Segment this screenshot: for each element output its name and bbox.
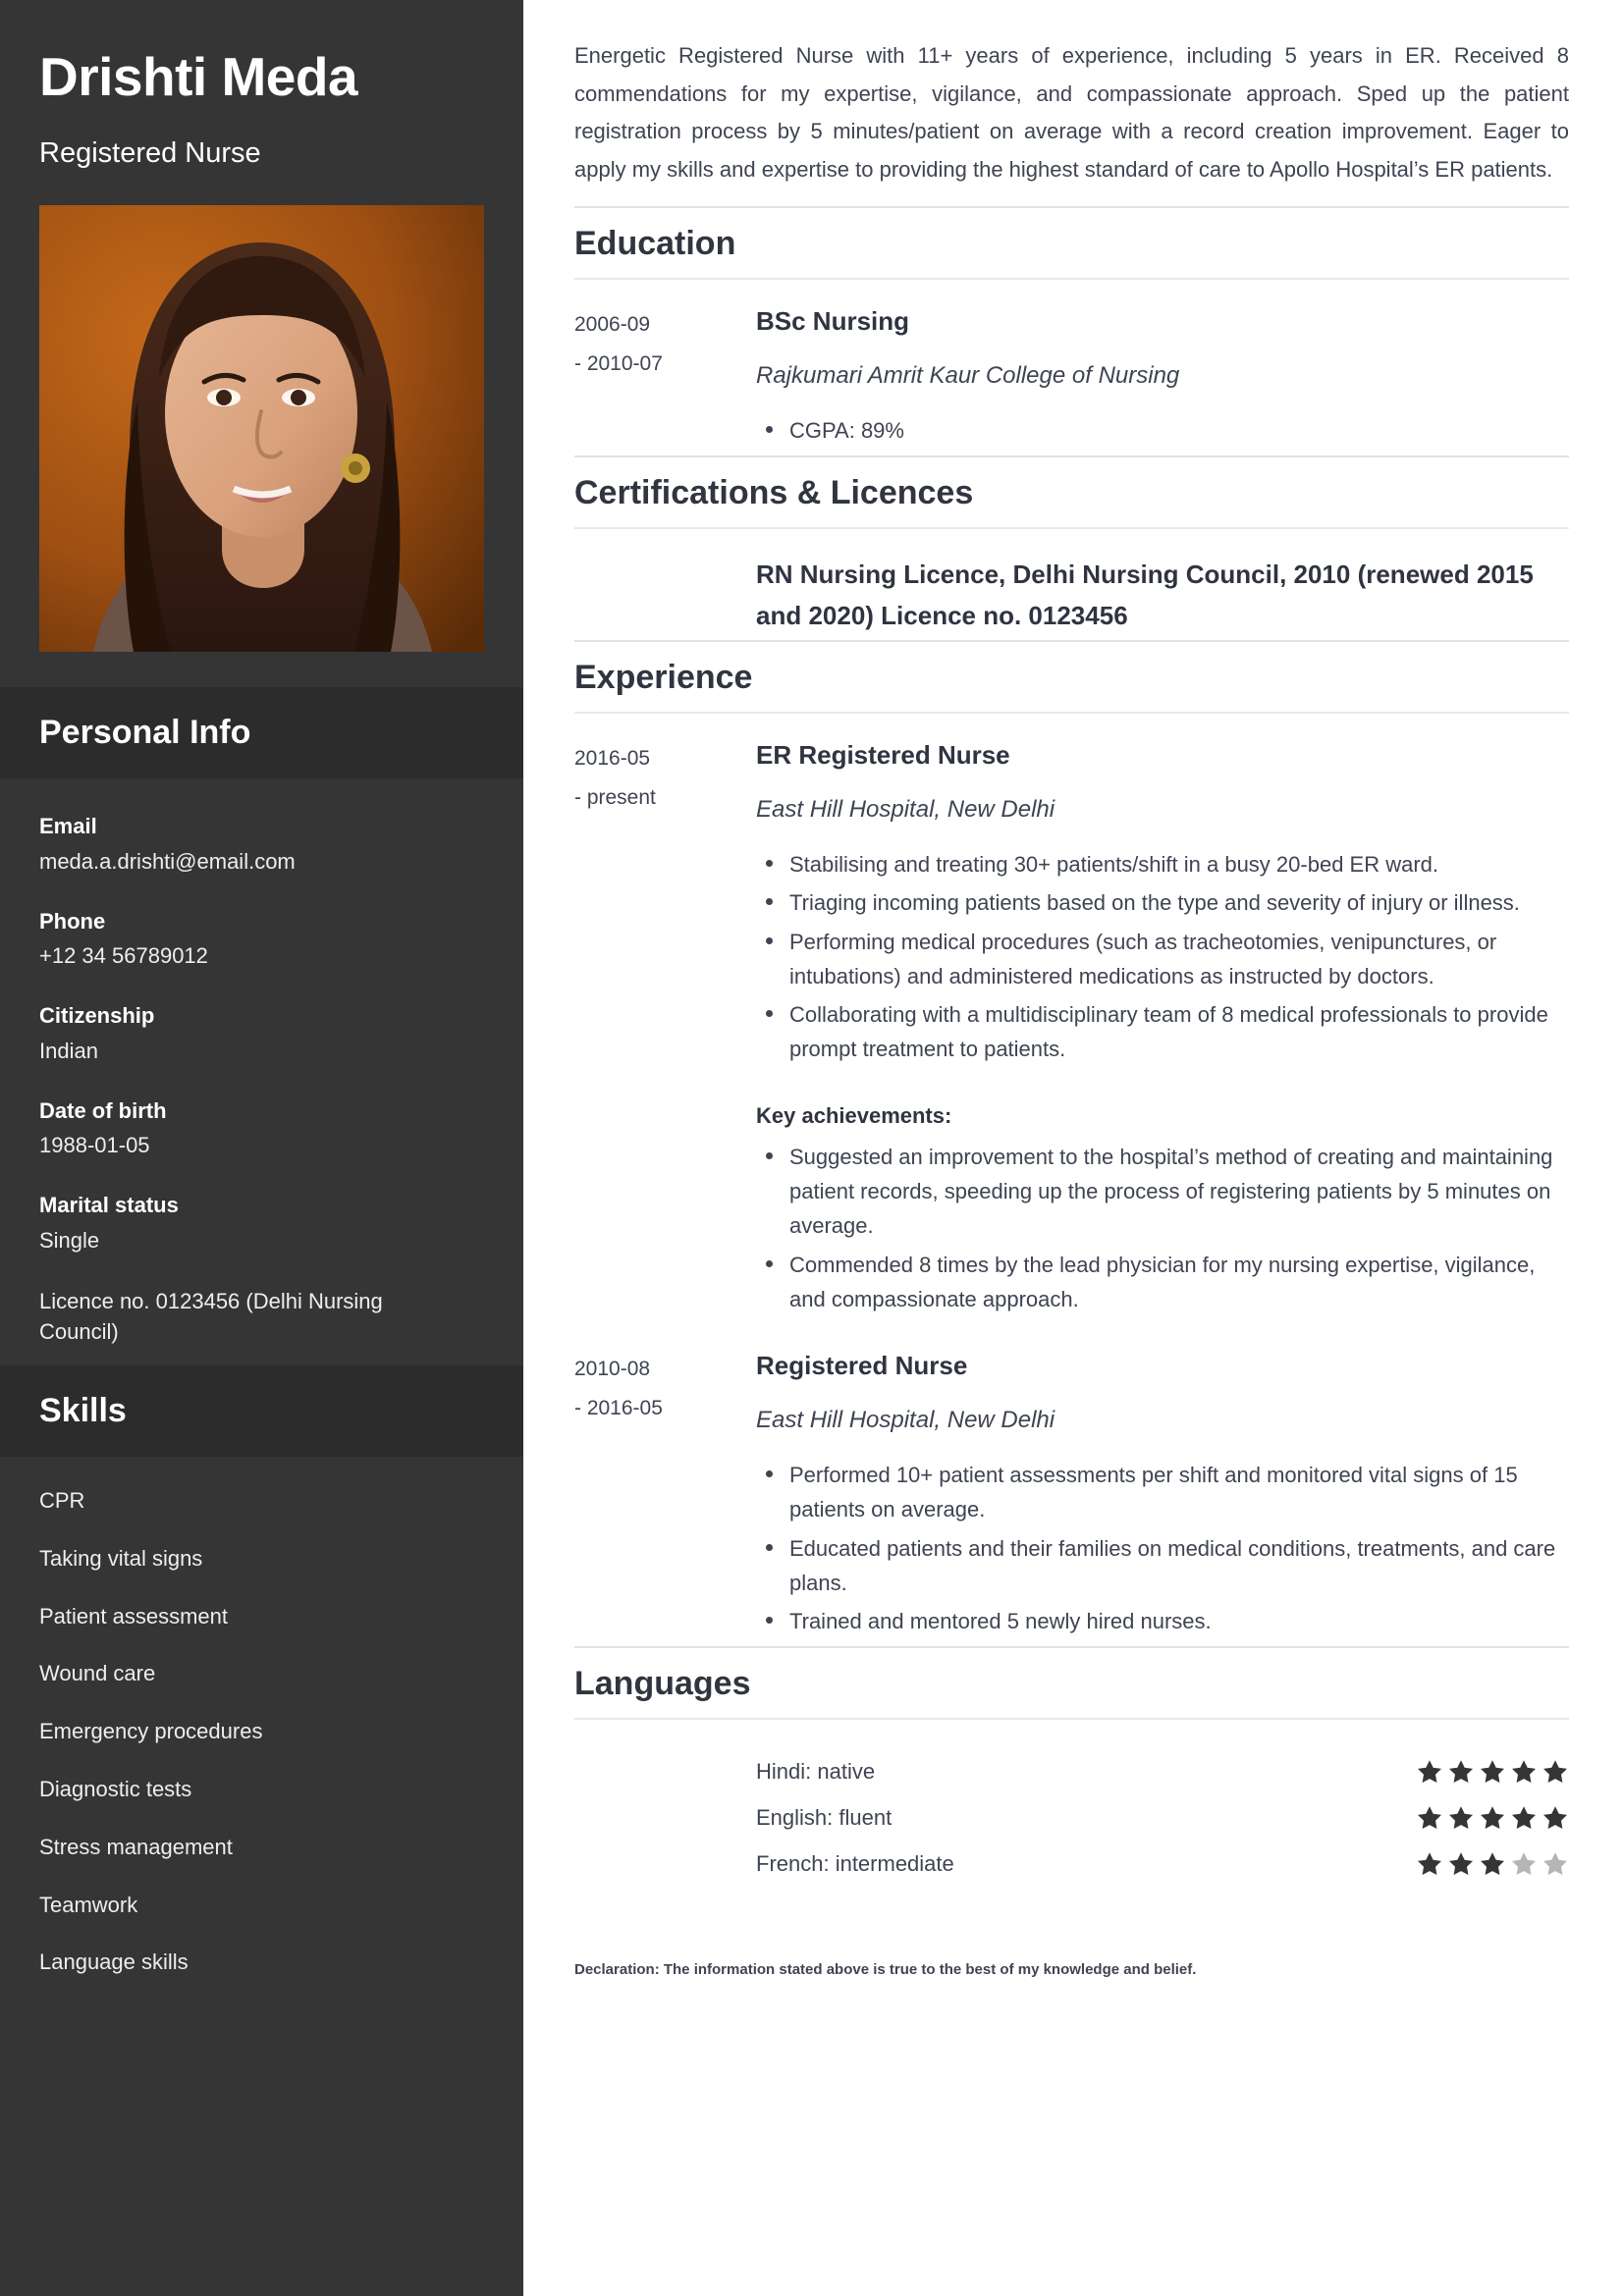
section-heading-experience: Experience xyxy=(574,640,1569,714)
experience-entry xyxy=(574,714,1569,1324)
sidebar-section-personal-info: Personal Info xyxy=(0,687,523,778)
info-item-date-of-birth xyxy=(39,1096,484,1161)
entry-body xyxy=(756,1350,1569,1642)
institution-name: Rajkumari Amrit Kaur College of Nursing xyxy=(756,361,1180,389)
experience-bullets xyxy=(756,1458,1569,1638)
info-label: Marital status xyxy=(39,1193,179,1218)
list-item: Stabilising and treating 30+ patients/shift in a busy 20-bed ER ward. xyxy=(785,847,1569,881)
info-value: 1988-01-05 xyxy=(39,1133,150,1158)
info-item-phone xyxy=(39,907,484,972)
candidate-name: Drishti Meda xyxy=(39,46,358,107)
info-item-marital-status xyxy=(39,1191,484,1255)
employer-name: East Hill Hospital, New Delhi xyxy=(756,1406,1055,1433)
star-filled-icon xyxy=(1542,1758,1569,1786)
star-filled-icon xyxy=(1416,1758,1443,1786)
declaration-text: Declaration: The information stated above is true to the best of my knowledge and belief. xyxy=(574,1961,1197,1979)
language-row xyxy=(574,1795,1569,1842)
section-experience xyxy=(574,640,1569,1646)
section-heading-education: Education xyxy=(574,206,1569,280)
sidebar-header xyxy=(0,0,523,172)
entry-date-end: - 2016-05 xyxy=(574,1397,663,1420)
info-label: Email xyxy=(39,814,97,839)
info-value: meda.a.drishti@email.com xyxy=(39,848,296,874)
language-label: Hindi: native xyxy=(756,1758,876,1784)
star-filled-icon xyxy=(1447,1758,1475,1786)
experience-entry xyxy=(574,1324,1569,1646)
info-label: Date of birth xyxy=(39,1097,167,1123)
star-filled-icon xyxy=(1479,1804,1506,1832)
language-row xyxy=(574,1842,1569,1888)
star-filled-icon xyxy=(1510,1804,1538,1832)
list-item: CPR xyxy=(39,1488,85,1514)
star-filled-icon xyxy=(1542,1804,1569,1832)
info-value: +12 34 56789012 xyxy=(39,943,208,969)
main-content xyxy=(523,0,1623,2296)
list-item: Wound care xyxy=(39,1661,156,1686)
list-item: Teamwork xyxy=(39,1892,138,1917)
entry-dates xyxy=(574,555,756,636)
section-languages xyxy=(574,1646,1569,1910)
job-title: Registered Nurse xyxy=(756,1351,968,1380)
avatar xyxy=(39,205,484,652)
certification-text: RN Nursing Licence, Delhi Nursing Council, 2010 (renewed 2015 and 2020) Licence no. 0123456 xyxy=(756,559,1534,630)
sidebar xyxy=(0,0,523,2296)
language-label: French: intermediate xyxy=(756,1850,954,1876)
list-item: Trained and mentored 5 newly hired nurses. xyxy=(785,1604,1569,1638)
language-row xyxy=(574,1749,1569,1795)
certification-entry xyxy=(574,529,1569,640)
experience-bullets xyxy=(756,847,1569,1066)
info-value: Single xyxy=(39,1227,100,1253)
list-item: Collaborating with a multidisciplinary team of 8 medical professionals to provide prompt treatment to patients. xyxy=(785,997,1569,1066)
list-item: Performed 10+ patient assessments per shift and monitored vital signs of 15 patients on average. xyxy=(785,1458,1569,1526)
entry-date-end: - present xyxy=(574,786,656,810)
language-rating-stars xyxy=(1416,1758,1569,1786)
entry-date-start: 2016-05 xyxy=(574,746,651,770)
portrait-photo-icon xyxy=(39,205,484,652)
star-empty-icon xyxy=(1510,1850,1538,1878)
language-rating-stars xyxy=(1416,1850,1569,1878)
sidebar-section-skills: Skills xyxy=(0,1365,523,1457)
info-item-email xyxy=(39,812,484,877)
star-filled-icon xyxy=(1416,1850,1443,1878)
list-item: Patient assessment xyxy=(39,1603,228,1629)
list-item: Stress management xyxy=(39,1834,233,1859)
entry-date-start: 2010-08 xyxy=(574,1358,651,1380)
list-item: Suggested an improvement to the hospital’s method of creating and maintaining patient records, speeding up the process of registering patients by 5 minutes on average. xyxy=(785,1140,1569,1244)
star-filled-icon xyxy=(1479,1850,1506,1878)
list-item: Taking vital signs xyxy=(39,1545,203,1571)
entry-dates xyxy=(574,1350,756,1642)
skills-list xyxy=(0,1457,523,1978)
info-label: Citizenship xyxy=(39,1003,155,1029)
key-achievements-heading: Key achievements: xyxy=(756,1103,952,1129)
degree-title: BSc Nursing xyxy=(756,305,910,336)
star-filled-icon xyxy=(1510,1758,1538,1786)
star-empty-icon xyxy=(1542,1850,1569,1878)
profile-summary: Energetic Registered Nurse with 11+ years of experience, including 5 years in ER. Received 8 commendations for my expertise, vigilance, and compassionate approach. Sped up the patient registration process by 5 minutes/patient on average with a record creation improvement. Eager to apply my skills and expertise to providing the highest standard of care to Apollo Hospital’s ER patients. xyxy=(574,43,1569,182)
section-certifications xyxy=(574,455,1569,640)
entry-dates xyxy=(574,305,756,452)
list-item: Triaging incoming patients based on the type and severity of injury or illness. xyxy=(785,885,1569,920)
education-entry xyxy=(574,280,1569,455)
section-heading-languages: Languages xyxy=(574,1646,1569,1720)
personal-info-body xyxy=(0,778,523,1358)
education-bullets xyxy=(756,413,1569,448)
language-rating-stars xyxy=(1416,1804,1569,1832)
entry-body xyxy=(756,305,1569,452)
licence-note: Licence no. 0123456 (Delhi Nursing Council) xyxy=(39,1288,383,1345)
entry-body xyxy=(756,555,1569,636)
list-item: Language skills xyxy=(39,1949,189,1975)
list-item: Emergency procedures xyxy=(39,1719,263,1744)
job-title: ER Registered Nurse xyxy=(756,739,1010,770)
star-filled-icon xyxy=(1479,1758,1506,1786)
section-heading-certifications: Certifications & Licences xyxy=(574,455,1569,529)
entry-date-start: 2006-09 xyxy=(574,312,651,336)
list-item: Diagnostic tests xyxy=(39,1777,192,1802)
entry-body xyxy=(756,739,1569,1320)
info-item-citizenship xyxy=(39,1001,484,1066)
languages-list xyxy=(574,1720,1569,1910)
list-item: Educated patients and their families on medical conditions, treatments, and care plans. xyxy=(785,1531,1569,1600)
star-filled-icon xyxy=(1447,1850,1475,1878)
entry-dates xyxy=(574,739,756,1320)
list-item: CGPA: 89% xyxy=(785,413,1569,448)
language-label: English: fluent xyxy=(756,1804,893,1830)
candidate-job-title: Registered Nurse xyxy=(39,136,261,169)
info-label: Phone xyxy=(39,908,106,934)
section-education xyxy=(574,206,1569,455)
entry-date-end: - 2010-07 xyxy=(574,352,663,376)
employer-name: East Hill Hospital, New Delhi xyxy=(756,795,1055,823)
star-filled-icon xyxy=(1416,1804,1443,1832)
star-filled-icon xyxy=(1447,1804,1475,1832)
info-value: Indian xyxy=(39,1038,98,1063)
list-item: Performing medical procedures (such as tracheotomies, venipunctures, or intubations) and administered medications as instructed by doctors. xyxy=(785,925,1569,993)
key-achievements-bullets xyxy=(756,1140,1569,1316)
list-item: Commended 8 times by the lead physician for my nursing expertise, vigilance, and compassionate approach. xyxy=(785,1248,1569,1316)
